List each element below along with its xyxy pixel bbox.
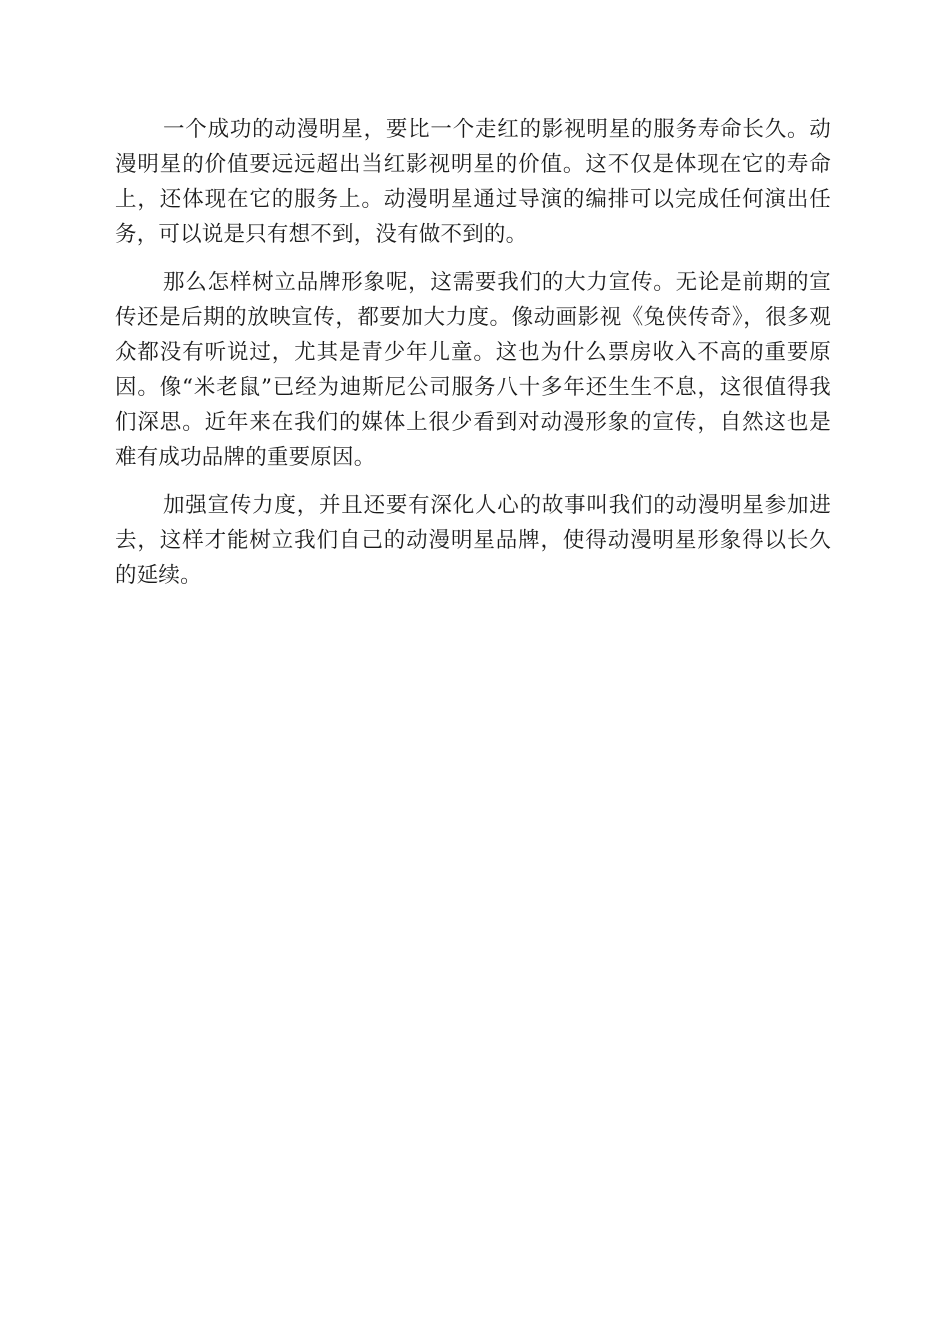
paragraph-3: 加强宣传力度，并且还要有深化人心的故事叫我们的动漫明星参加进去，这样才能树立我们自己的动漫明星品牌，使得动漫明星形象得以长久的延续。 (115, 493, 831, 588)
document-body (115, 112, 831, 606)
paragraph-2: 那么怎样树立品牌形象呢，这需要我们的大力宣传。无论是前期的宣传还是后期的放映宣传，都要加大力度。像动画影视《兔侠传奇》，很多观众都没有听说过，尤其是青少年儿童。这也为什么票房收入不高的重要原因。像“米老鼠”已经为迪斯尼公司服务八十多年还生生不息，这很值得我们深思。近年来在我们的媒体上很少看到对动漫形象的宣传，自然这也是难有成功品牌的重要原因。 (115, 270, 831, 470)
paragraph-1: 一个成功的动漫明星，要比一个走红的影视明星的服务寿命长久。动漫明星的价值要远远超出当红影视明星的价值。这不仅是体现在它的寿命上，还体现在它的服务上。动漫明星通过导演的编排可以完成任何演出任务，可以说是只有想不到，没有做不到的。 (115, 117, 831, 247)
